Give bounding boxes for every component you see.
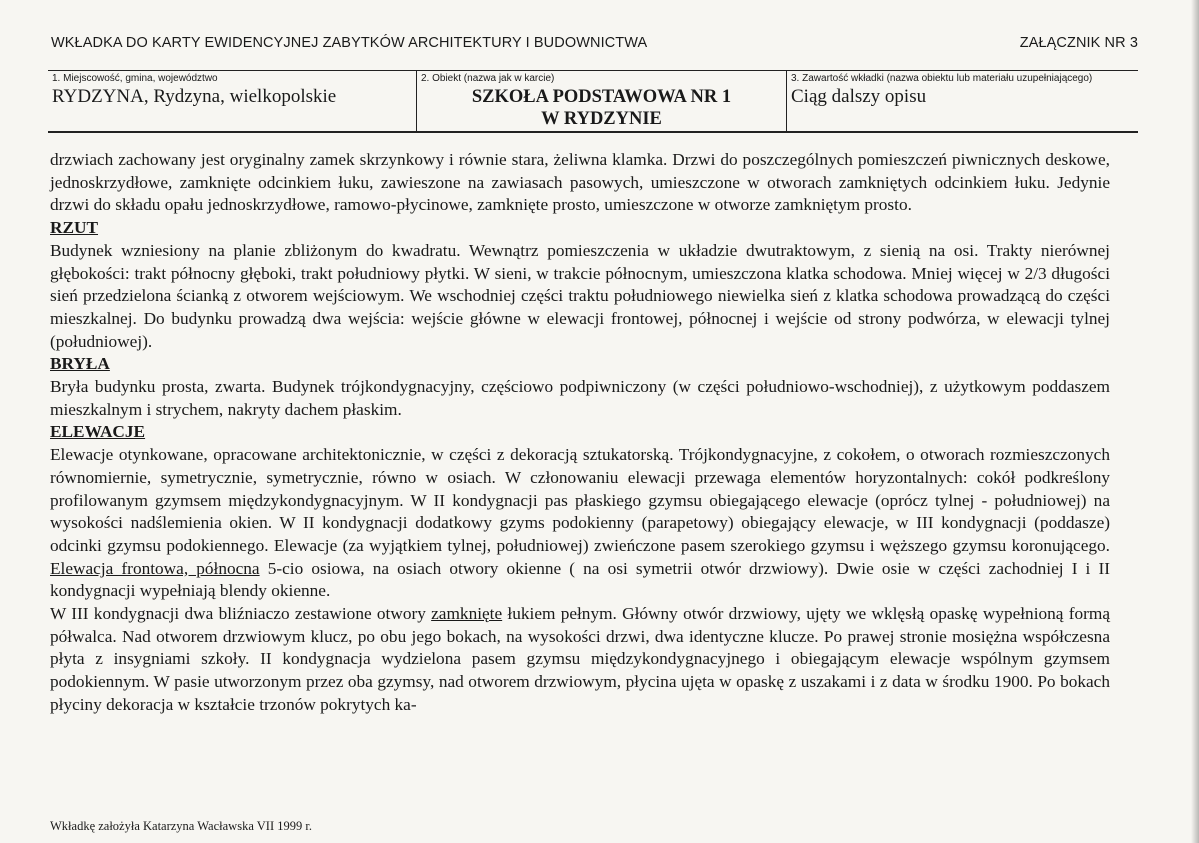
content-cell bbox=[786, 71, 1138, 131]
form-header bbox=[51, 35, 1138, 51]
elewacje-paragraph bbox=[50, 444, 1110, 603]
object-label: 2. Obiekt (nazwa jak w karcie) bbox=[421, 73, 555, 84]
object-cell bbox=[416, 71, 786, 131]
elewacja-frontowa-underlined: Elewacja frontowa, północna bbox=[50, 558, 260, 578]
bryla-paragraph: Bryła budynku prosta, zwarta. Budynek trójkondygnacyjny, częściowo podpiwniczony (w części południowo-wschodniej), z użytkowym poddaszem mieszkalnym i strychem, nakryty dachem płaskim. bbox=[50, 377, 1110, 419]
elewacje-text-a: Elewacje otynkowane, opracowane architektonicznie, w części z dekoracją sztukatorską. Trójkondygnacyjne, z cokołem, o otworach rozmieszczonych równomiernie, symetrycznie, symetrycznie, równo w osiach. W członowaniu elewacji przewaga elementów horyzontalnych: cokół podkreślony profilowanym gzymsem międzykondygnacyjnym. W II kondygnacji pas płaskiego gzymsu obiegającego elewacje (oprócz tylnej - południowej) na wysokości nadślemienia okien. W II kondygnacji dodatkowy gzyms podokienny (parapetowy) obiegający elewacje, w III kondygnacji (poddasze) odcinki gzymsu podokiennego. Elewacje (za wyjątkiem tylnej, południowej) zwieńczone pasem szerokiego gzymsu i węższego gzymsu koronującego. bbox=[50, 445, 1110, 555]
object-value-line2: W RYDZYNIE bbox=[541, 109, 662, 129]
rzut-paragraph: Budynek wzniesiony na planie zbliżonym do kwadratu. Wewnątrz pomieszczenia w układzie dwutraktowym, z sienią na osi. Trakty nierównej głębokości: trakt północny głęboki, trakt południowy płytki. W sieni, w trakcie północnym, umieszczona klatka schodowa. Mniej więcej w 2/3 długości sień przedzielona ścianką z otworem wejściowym. We wschodniej części traktu południowego niewielka sień z klatka schodowa prowadzącą do części mieszkalnej. Do budynku prowadzą dwa wejścia: wejście główne w elewacji frontowej, północnej i wejście od strony podwórza, w elewacji tylnej (południowej). bbox=[50, 240, 1110, 351]
iii-kondygnacja-paragraph bbox=[50, 603, 1110, 717]
location-value: RYDZYNA, Rydzyna, wielkopolskie bbox=[52, 86, 337, 107]
content-value: Ciąg dalszy opisu bbox=[791, 86, 927, 107]
form-title: WKŁADKA DO KARTY EWIDENCYJNEJ ZABYTKÓW ARCHITEKTURY I BUDOWNICTWA bbox=[51, 35, 648, 51]
content-label: 3. Zawartość wkładki (nazwa obiektu lub materiału uzupełniającego) bbox=[791, 73, 1093, 84]
attachment-number: ZAŁĄCZNIK NR 3 bbox=[1019, 35, 1138, 51]
description-body bbox=[50, 149, 1110, 717]
location-cell bbox=[48, 71, 416, 131]
iii-text-b: łukiem pełnym. Główny otwór drzwiowy, ujęty we wklęsłą opaskę wypełnioną formą półwalca. Nad otworem drzwiowym klucz, po obu jego bokach, na wysokości drzwi, dwa identyczne klucze. Po prawej stronie mosiężna współczesna płyta z insygniami szkoły. II kondygnacja wydzielona pasem gzymsu międzykondygnacyjnego i obiegającym elewacje wspólnym gzymsem podokiennym. W pasie utworzonym przez oba gzymsy, nad otworem drzwiowym, płycina ujęta w opaskę z uszakami i z data w środku 1900. Po bokach płyciny dekoracja w kształcie trzonów pokrytych ka- bbox=[50, 604, 1110, 714]
info-table bbox=[48, 70, 1138, 133]
object-value bbox=[421, 86, 782, 130]
object-value-line1: SZKOŁA PODSTAWOWA NR 1 bbox=[471, 87, 732, 107]
elewacje-text-b: 5-cio osiowa, na osiach otwory okienne ( na osi symetrii otwór drzwiowy). Dwie osie w części zachodniej I i II kondygnacji wypełniają blendy okienne. bbox=[50, 558, 1110, 601]
iii-text-a: W III kondygnacji dwa bliźniaczo zestawione otwory bbox=[50, 604, 432, 624]
footer-note: Wkładkę założyła Katarzyna Wacławska VII 1999 r. bbox=[50, 819, 312, 833]
bryla-heading: BRYŁA bbox=[50, 354, 110, 374]
location-label: 1. Miejscowość, gmina, województwo bbox=[52, 73, 218, 84]
elewacje-heading: ELEWACJE bbox=[50, 422, 146, 442]
intro-paragraph: drzwiach zachowany jest oryginalny zamek skrzynkowy i równie stara, żeliwna klamka. Drzwi do poszczególnych pomieszczeń piwnicznych deskowe, jednoskrzydłowe, zamknięte odcinkiem łuku, zawieszone na zawiasach pasowych, umieszczone w otworach zamkniętych odcinkiem łuku. Jedynie drzwi do składu opału jednoskrzydłowe, ramowo-płycinowe, zamknięte prosto, umieszczone w otworze zamkniętym prosto. bbox=[50, 150, 1110, 215]
rzut-heading: RZUT bbox=[50, 218, 99, 238]
zamkniete-underlined: zamknięte bbox=[431, 604, 503, 624]
scan-edge-shadow bbox=[1191, 0, 1199, 843]
